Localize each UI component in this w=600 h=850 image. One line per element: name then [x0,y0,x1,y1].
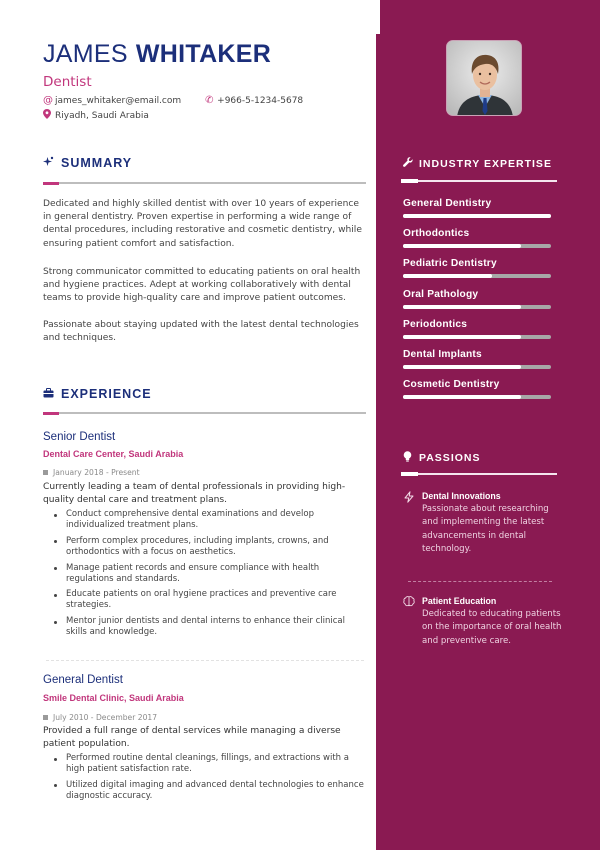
skill-name: Oral Pathology [403,288,479,300]
skill-name: Periodontics [403,318,468,330]
job-description: Provided a full range of dental services while managing a diverse patient population. [43,726,341,749]
passion-description: Passionate about researching and implementing the latest advancements in dental technology. [422,504,549,554]
passions-heading [403,451,480,465]
sidebar [376,0,600,850]
passion-title: Patient Education [422,596,497,606]
skill-bar-fill [403,244,521,248]
summary-paragraph-3: Passionate about staying updated with the latest dental technologies and techniques. [43,320,359,344]
candidate-name [43,40,271,69]
passion-description: Dedicated to educating patients on the importance of oral health and preventive care. [422,609,562,646]
sparkle-icon [43,156,61,170]
passions-title: PASSIONS [419,452,481,464]
skill-item [403,289,551,309]
skill-bar-track [403,305,551,309]
passions-rule [401,473,557,475]
skill-bar-track [403,214,551,218]
job-dates-text: July 2010 - December 2017 [53,713,158,722]
wrench-icon [403,157,419,170]
skill-bar-fill [403,214,551,218]
job-bullets [66,509,368,643]
skill-name: Pediatric Dentistry [403,258,497,270]
skill-item [403,319,551,339]
lightning-icon [403,491,415,506]
list-item: Mentor junior dentists and dental interns to enhance their clinical skills and knowledge. [66,616,368,638]
list-item: Educate patients on oral hygiene practices and preventive care strategies. [66,589,368,611]
summary-paragraph-2: Strong communicator committed to educating patients on oral health and hygiene practices. Adept at working collaboratively with dental teams to provide high-quality care and improve patient outcomes. [43,267,361,304]
calendar-icon [43,470,48,475]
skill-item [403,228,551,248]
contact-line-2 [43,109,149,122]
brain-icon [403,596,415,610]
job-company: Smile Dental Clinic, Saudi Arabia [43,693,184,703]
skill-bar-fill [403,365,521,369]
list-item: Conduct comprehensive dental examinations and develop individualized treatment plans. [66,509,368,531]
summary-paragraph-1: Dedicated and highly skilled dentist with over 10 years of experience in general dentistry. Proven expertise in performing a wide range of dental procedures, including restorative and cosmetic dentistry, while ensuring patient comfort and satisfaction. [43,199,362,249]
passion-item [403,491,563,556]
skill-bar-fill [403,335,521,339]
passion-title: Dental Innovations [422,491,501,501]
briefcase-icon [43,388,61,401]
skill-name: Cosmetic Dentistry [403,379,500,391]
last-name: WHITAKER [135,40,272,68]
list-item: Perform complex procedures, including implants, crowns, and orthodontics with a focus on aesthetics. [66,536,368,558]
job-company: Dental Care Center, Saudi Arabia [43,449,184,459]
expertise-heading [403,157,552,170]
at-icon: @ [43,95,53,106]
skill-item [403,379,551,399]
job-title: Senior Dentist [43,431,116,443]
profile-photo [446,40,522,116]
skill-name: Orthodontics [403,228,470,240]
skill-item [403,258,551,278]
calendar-icon [43,715,48,720]
list-item: Utilized digital imaging and advanced dental technologies to enhance diagnostic accuracy. [66,780,368,802]
skill-item [403,349,551,369]
experience-heading [43,387,152,401]
list-item: Manage patient records and ensure compliance with health regulations and standards. [66,563,368,585]
job-dates-text: January 2018 - Present [53,468,140,477]
job-divider [46,660,364,661]
job-bullets [66,753,368,807]
skill-bar-track [403,395,551,399]
expertise-title: INDUSTRY EXPERTISE [419,157,552,170]
passion-item [403,596,563,648]
expertise-rule [401,180,557,182]
skill-bar-track [403,274,551,278]
job-role: Dentist [43,74,92,90]
job-dates [43,468,140,477]
phone[interactable]: +966-5-1234-5678 [217,95,304,106]
skill-name: General Dentistry [403,198,492,209]
summary-heading [43,156,132,170]
experience-rule [43,412,366,414]
location: Riyadh, Saudi Arabia [55,110,149,121]
experience-title: EXPERIENCE [61,387,152,401]
skill-name: Dental Implants [403,349,482,360]
skill-bar-fill [403,274,492,278]
skill-item [403,198,551,218]
summary-title: SUMMARY [61,156,133,170]
first-name: JAMES [43,40,128,68]
skill-bar-fill [403,305,521,309]
skill-bar-track [403,365,551,369]
sidebar-notch [376,0,380,34]
lightbulb-icon [403,451,419,465]
list-item: Performed routine dental cleanings, fillings, and extractions with a high patient satisfaction rate. [66,753,368,775]
job-description: Currently leading a team of dental professionals in providing high-quality dental care and treatment plans. [43,482,346,505]
job-title: General Dentist [43,674,123,686]
phone-icon: ✆ [205,95,214,106]
summary-rule [43,182,366,184]
contact-line-1 [43,95,303,106]
skill-bar-track [403,244,551,248]
skill-bar-track [403,335,551,339]
email[interactable]: james_whitaker@email.com [55,95,182,106]
job-dates [43,713,157,722]
passion-divider [408,581,552,582]
skill-bar-fill [403,395,521,399]
location-pin-icon [43,109,55,122]
